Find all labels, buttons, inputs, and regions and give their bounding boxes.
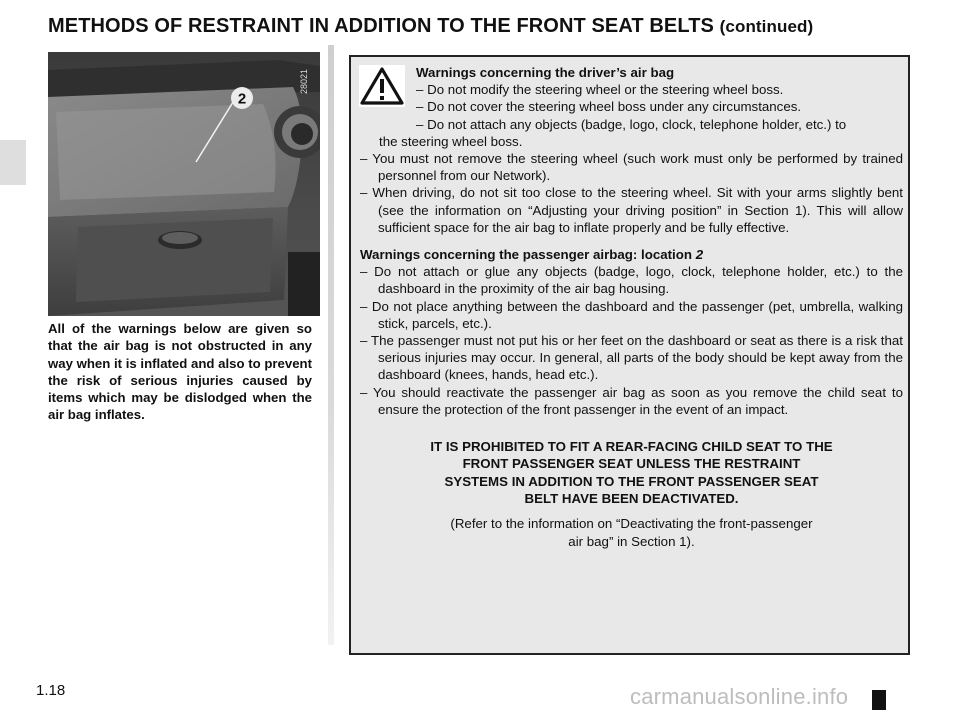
corner-mark: [872, 690, 886, 710]
passenger-warning-item: – Do not attach or glue any objects (badge, logo, clock, telephone holder, etc.) to the dashboard in the proximity of the air bag housing.: [360, 264, 903, 297]
driver-warning-item: – You must not remove the steering wheel (such work must only be performed by trained personnel from our Network).: [360, 151, 903, 184]
intro-paragraph: All of the warnings below are given so that the air bag is not obstructed in any way when it is inflated and also to prevent the risk of serious injuries caused by items which may be dislodged when the air bag inflates.: [48, 321, 312, 423]
passenger-heading-text: Warnings concerning the passenger airbag: location: [360, 247, 692, 263]
dashboard-illustration: [48, 52, 320, 316]
figure-code: 28021: [299, 68, 309, 94]
passenger-location-number: 2: [695, 247, 704, 263]
column-divider: [328, 45, 334, 645]
page-title-main: METHODS OF RESTRAINT IN ADDITION TO THE FRONT SEAT BELTS: [48, 15, 714, 37]
callout-number: 2: [237, 90, 247, 108]
warning-content: [360, 64, 903, 550]
page-title: [48, 15, 813, 38]
reference-note: (Refer to the information on “Deactivating the front-passenger air bag” in Section 1).: [450, 516, 813, 549]
driver-warning-item: – Do not cover the steering wheel boss under any circumstances.: [416, 99, 802, 115]
page-number: 1.18: [36, 682, 66, 699]
passenger-warning-item: – You should reactivate the passenger air bag as soon as you remove the child seat to ensure the protection of the front passenger in the event of an impact.: [360, 384, 903, 417]
watermark: carmanualsonline.info: [630, 684, 849, 709]
driver-warning-item: – Do not modify the steering wheel or the steering wheel boss.: [416, 82, 784, 98]
driver-airbag-heading: Warnings concerning the driver’s air bag: [416, 65, 675, 80]
driver-warning-item: – Do not attach any objects (badge, logo, clock, telephone holder, etc.) to: [416, 116, 847, 132]
driver-warning-item-continued: the steering wheel boss.: [379, 133, 523, 149]
passenger-airbag-heading: [360, 246, 903, 263]
section-tab: [0, 140, 26, 185]
passenger-warning-item: – The passenger must not put his or her feet on the dashboard or seat as there is a risk that serious injuries may occur. In general, all parts of the body should be kept away from the dashboard (knees, hands, head etc.).: [360, 333, 903, 383]
dashboard-photo: [48, 52, 320, 316]
page-title-continued: (continued): [719, 17, 814, 36]
passenger-warning-item: – Do not place anything between the dashboard and the passenger (pet, umbrella, walking stick, parcels, etc.).: [360, 298, 903, 331]
warning-box: [349, 55, 910, 655]
driver-warning-item: – When driving, do not sit too close to the steering wheel. Sit with your arms slightly bent (see the information on “Adjusting your driving position” in Section 1). This will allow sufficient space for the air bag to inflate properly and be fully effective.: [360, 185, 903, 235]
prohibition-notice: IT IS PROHIBITED TO FIT A REAR-FACING CHILD SEAT TO THE FRONT PASSENGER SEAT UNLESS THE RESTRAINT SYSTEMS IN ADDITION TO THE FRONT PASSENGER SEAT BELT HAVE BEEN DEACTIVATED.: [430, 439, 833, 506]
